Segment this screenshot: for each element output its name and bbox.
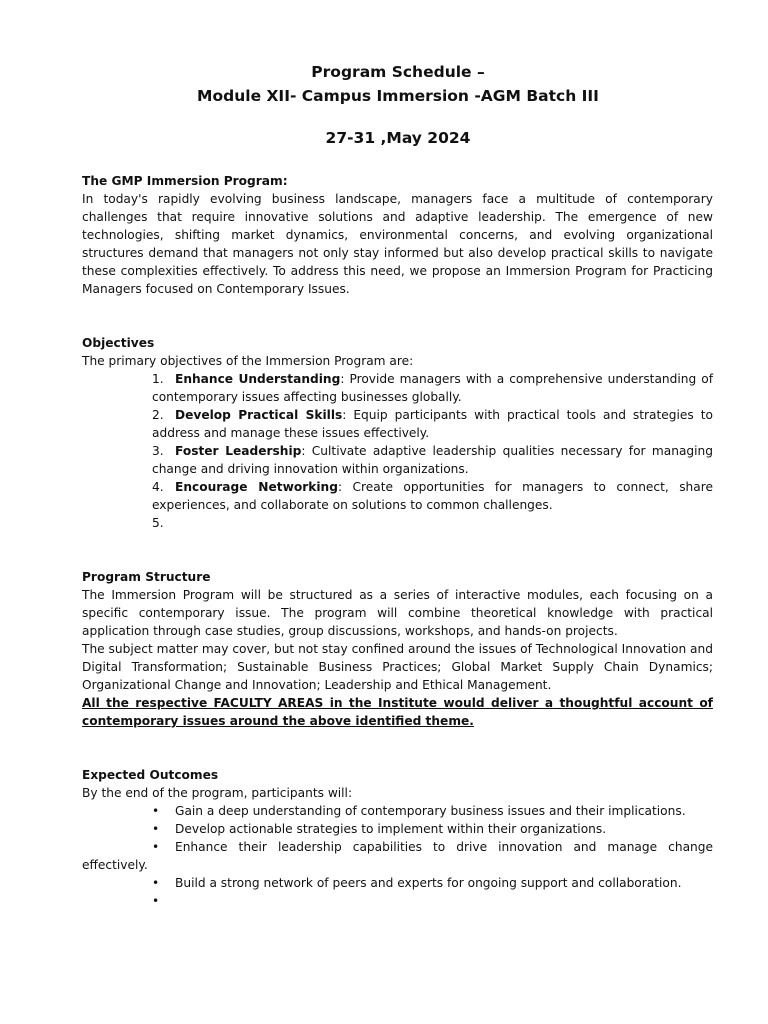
outcome-item-empty [82,892,713,910]
structure-paragraph-2: The subject matter may cover, but not stay confined around the issues of Technological Innovation and Digital Transformation; Sustainable Business Practices; Global Market Supply Chain Dynamics; Organizational Change and Innovation; Leadership and Ethical Management. [82,642,713,692]
bullet-icon: • [152,804,160,818]
bullet-icon: • [152,876,160,890]
bullet-icon: • [152,840,160,854]
objective-item: 2. Develop Practical Skills: Equip participants with practical tools and strategies to address and manage these issues effectively. [152,408,713,440]
section-heading-objectives: Objectives [82,336,155,350]
title-date: 27-31 ,May 2024 [325,129,471,147]
objectives-intro: The primary objectives of the Immersion Program are: [82,354,414,368]
section-heading-gmp: The GMP Immersion Program: [82,174,288,188]
structure-paragraph-1: The Immersion Program will be structured as a series of interactive modules, each focusing on a specific contemporary issue. The program will combine theoretical knowledge with practical application through case studies, group discussions, workshops, and hands-on projects. [82,588,713,638]
section-heading-structure: Program Structure [82,570,211,584]
gmp-paragraph: In today's rapidly evolving business landscape, managers face a multitude of contemporary challenges that require innovative solutions and adaptive leadership. The emergence of new technologies, shifting market dynamics, environmental concerns, and evolving organizational structures demand that managers not only stay informed but also develop practical skills to navigate these complexities effectively. To address this need, we propose an Immersion Program for Practicing Managers focused on Contemporary Issues. [82,192,713,296]
outcome-item: • Enhance their leadership capabilities to drive innovation and manage change effectively. [82,840,713,872]
structure-emphasis: All the respective FACULTY AREAS in the Institute would deliver a thoughtful account of contemporary issues around the above identified theme. [82,696,713,728]
outcomes-intro: By the end of the program, participants will: [82,786,353,800]
outcome-item: • Gain a deep understanding of contemporary business issues and their implications. [152,804,686,818]
outcome-item: • Develop actionable strategies to implement within their organizations. [152,822,607,836]
title-line-2: Module XII- Campus Immersion -AGM Batch III [197,87,599,105]
objectives-list [82,370,713,532]
title-line-1: Program Schedule – [311,63,485,81]
outcome-item: • Build a strong network of peers and experts for ongoing support and collaboration. [152,876,682,890]
objective-item-empty: 5. [152,516,164,530]
objective-item: 1. Enhance Understanding: Provide managers with a comprehensive understanding of contemporary issues affecting businesses globally. [152,372,713,404]
outcomes-list [82,802,713,910]
objective-item: 4. Encourage Networking: Create opportunities for managers to connect, share experiences, and collaborate on solutions to common challenges. [152,480,713,512]
bullet-icon: • [152,822,160,836]
bullet-icon: • [152,894,160,908]
section-heading-outcomes: Expected Outcomes [82,768,219,782]
title-block [0,60,768,150]
objective-item: 3. Foster Leadership: Cultivate adaptive leadership qualities necessary for managing change and driving innovation within organizations. [152,444,713,476]
document-body [82,172,713,910]
